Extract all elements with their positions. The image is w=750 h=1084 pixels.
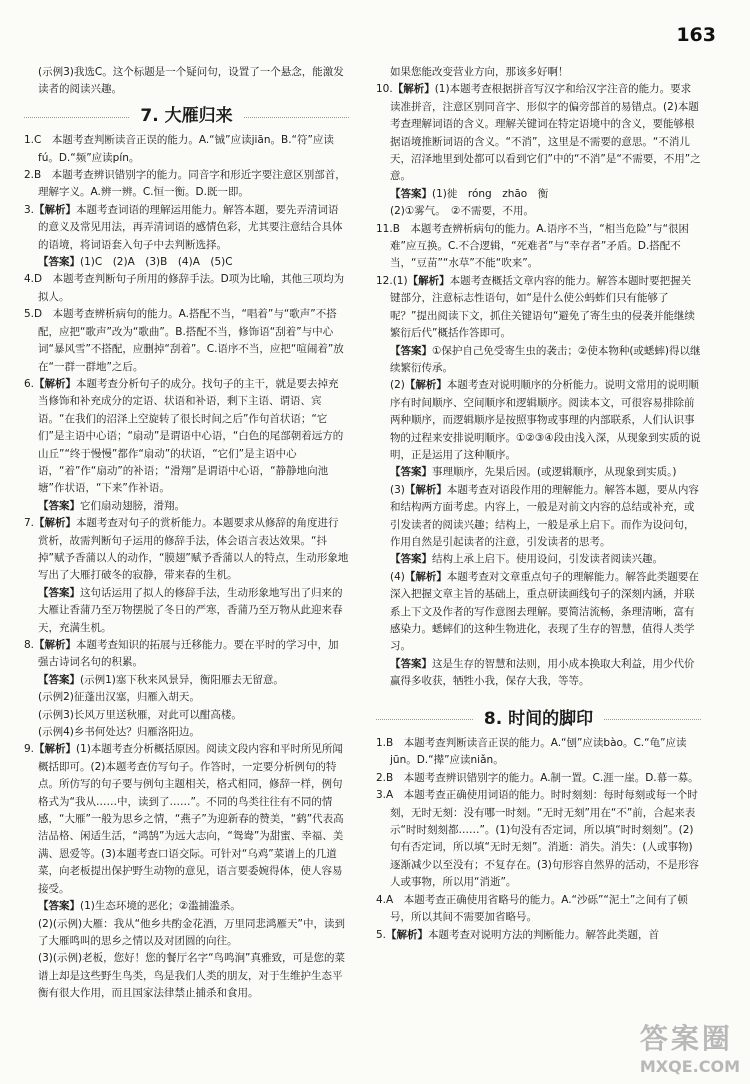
left-column xyxy=(24,64,349,1003)
answer-paragraph: 5.D 本题考查辨析病句的能力。A.搭配不当，“唱着”与“歌声”不搭配，应把“歌声”改为“歌曲”。B.搭配不当，修饰语“刮着”与中心词“暴风雪”不搭配，应删掉“刮着”。C.语序不当，应把“喧闹着”放在“一群一群地”之后。 xyxy=(24,308,344,373)
answer-paragraph: 【答案】(1)徙 róng zhāo 衡 xyxy=(390,187,549,200)
answer-paragraph: 如果您能改变营业方向，那该多好啊！ xyxy=(390,66,569,78)
answer-tag: 【答案】 xyxy=(38,586,80,599)
section-heading-text: 7. 大雁归来 xyxy=(130,106,242,126)
watermark xyxy=(640,1017,740,1076)
answer-paragraph: 【答案】(1)生态环境的恶化；②滥捕滥杀。 xyxy=(38,900,241,913)
answer-paragraph: 3.【解析】本题考查词语的理解运用能力。解答本题，要先弄清词语的意义及常见用法，再弄清词语的感情色彩，尤其要注意结合具体的语境，将词语套入句子中去判断选择。 xyxy=(24,203,343,251)
answer-tag: 【答案】 xyxy=(390,553,432,566)
answer-tag: 【答案】 xyxy=(38,256,80,269)
answer-paragraph: 4.A 本题考查正确使用省略号的能力。A.“沙砾”“泥土”之间有了顿号，所以其间不需要加省略号。 xyxy=(376,893,688,924)
answer-paragraph: 【答案】它们扇动翅膀，滑翔。 xyxy=(38,499,185,512)
answer-tag: 【答案】 xyxy=(390,187,432,200)
answer-paragraph: (2)【解析】本题考查对说明顺序的分析能力。说明文常用的说明顺序有时间顺序、空间顺序和逻辑顺序。阅读本文，可很容易排除前两种顺序，而逻辑顺序是按照事物或事理的内部联系，人们认识事物的过程来安排说明顺序。①②③④段由浅入深，从现象到实质的说明，正是运用了这种顺序。 xyxy=(390,379,701,461)
answer-paragraph: (示例3)长风万里送秋雁，对此可以酣高楼。 xyxy=(38,708,242,721)
answer-paragraph: (3)【解析】本题考查对语段作用的理解能力。解答本题，要从内容和结构两方面考虑。内容上，一般是对前文内容的总结或补充，或引发读者的阅读兴趣；结构上，一般是承上启下。而作为设问句，作用自然是引起读者的注意，引发读者的思考。 xyxy=(390,483,699,548)
answer-tag: 【答案】 xyxy=(38,499,80,512)
answer-paragraph: 【答案】这句话运用了拟人的修辞手法，生动形象地写出了归来的大雁让香蒲乃至万物摆脱了冬日的严寒，香蒲乃至万物从此迎来春天，充满生机。 xyxy=(38,586,343,634)
answer-paragraph: (4)【解析】本题考查对文章重点句子的理解能力。解答此类题要在深入把握文章主旨的基础上，重点研读画线句子的深刻内涵，并联系上下文及作者的写作意图去理解。要简洁流畅，条理清晰，富有感染力。蟋蟀们的这种生物进化，表现了生存的智慧，值得人类学习。 xyxy=(390,570,699,653)
answer-paragraph: 11.B 本题考查辨析病句的能力。A.语序不当，“相当危险”与“很困难”应互换。C.不合逻辑，“死难者”与“幸存者”矛盾。D.搭配不当，“豆苗”“水草”不能“吹来”。 xyxy=(376,222,690,270)
answer-tag: 【解析】 xyxy=(34,203,77,216)
answer-paragraph: 6.【解析】本题考查分析句子的成分。找句子的主干，就是要去掉充当修饰和补充成分的定语、状语和补语，剩下主语、谓语、宾语。“在我们的沼泽上空旋转了很长时间之后”作句首状语；“它们”是主语中心语；“扇动”是谓语中心语，“白色的尾部朝着远方的山丘”“终于慢慢”都作“扇动”的状语，“它们”是主语中心语，“着”作“扇动”的补语；“滑翔”是谓语中心语，“静静地向池塘”作状语，“下来”作补语。 xyxy=(24,377,344,495)
section-heading xyxy=(376,708,701,729)
answer-tag: 【解析】 xyxy=(34,639,77,651)
section-heading-text: 8. 时间的脚印 xyxy=(474,709,603,729)
answer-tag: 【答案】 xyxy=(390,344,432,357)
answer-paragraph: 2.B 本题考查辨识错别字的能力。同音字和形近字要注意区别部首，理解字义。A.辨一辨。C.恒一衡。D.既一即。 xyxy=(24,169,346,199)
answer-tag: 【解析】 xyxy=(404,483,447,496)
answer-tag: 【解析】 xyxy=(34,517,77,530)
answer-paragraph: 9.【解析】(1)本题考查分析概括原因。阅读文段内容和平时所见所闻概括即可。(2)本题考查仿写句子。作答时，一定要分析例句的特点。所仿写的句子要与例句主题相关，格式相同，修辞一样，例句格式为“我从……中，读到了……”。不同的鸟类往往有不同的情感，“大雁”一般为思乡之情，“燕子”为迎新春的赞美，“鹤”代表高洁品格、闲适生活，“鸿鹄”为远大志向，“鸳鸯”为甜蜜、幸福、美满、恩爱等。(3)本题考查口语交际。可针对“乌鸡”菜谱上的几道菜，向老板提出保护野生动物的意见，语言要委婉得体，使人容易接受。 xyxy=(24,743,344,895)
answer-paragraph: (示例4)乡书何处达？归雁洛阳边。 xyxy=(38,726,200,739)
answer-paragraph: 【答案】这是生存的智慧和法则，用小成本换取大利益，用少代价赢得多收获，牺牲小我，保存大我，等等。 xyxy=(390,657,695,688)
answer-tag: 【解析】 xyxy=(386,928,429,941)
answer-tag: 【解析】 xyxy=(34,743,77,756)
section-heading xyxy=(24,105,349,126)
answer-paragraph: 【答案】结构上承上启下。使用设问，引发读者阅读兴趣。 xyxy=(390,553,663,566)
answer-paragraph: 12.(1)【解析】本题考查概括文章内容的能力。解答本题时要把握关键部分，注意标志性语句，如“是什么使公蚂蚱们只有能够了呢？”提出阅读下文，抓住关键语句“避免了寄生虫的侵袭并能继续繁衍后代”概括作答即可。 xyxy=(376,274,695,340)
watermark-logo-text: 答案圈 xyxy=(639,1022,733,1055)
answer-paragraph: (2)①雾气。 ②不需要，不用。 xyxy=(390,205,534,218)
right-column xyxy=(376,64,701,944)
answer-tag: 【解析】 xyxy=(404,570,447,583)
answer-tag: 【解析】 xyxy=(392,83,435,96)
answer-tag: 【答案】 xyxy=(38,900,80,913)
answer-paragraph: 4.D 本题考查判断句子所用的修辞手法。D项为比喻，其他三项均为拟人。 xyxy=(24,273,345,303)
answer-paragraph: 【答案】(1)C (2)A (3)B (4)A (5)C xyxy=(38,256,233,269)
answer-tag: 【解析】 xyxy=(407,274,450,287)
answer-paragraph: 5.【解析】本题考查对说明方法的判断能力。解答此类题，首 xyxy=(376,928,660,941)
answer-paragraph: 1.C 本题考查判断读音正误的能力。A.“铖”应读jiān。B.“符”应读fú。D.“频”应读pín。 xyxy=(24,134,334,164)
answer-paragraph: (3)(示例)老板，您好！您的餐厅名字“鸟鸣涧”真雅致，可是您的菜谱上却是这些野生鸟类，鸟是我们人类的朋友，对于生维护生态平衡有很大作用，而且国家法律禁止捕杀和食用。 xyxy=(38,952,345,1000)
answer-paragraph: 【答案】事理顺序，先果后因。(或逻辑顺序，从现象到实质。) xyxy=(390,466,677,479)
answer-tag: 【解析】 xyxy=(404,379,447,392)
answer-paragraph: (示例2)征蓬出汉塞，归雁入胡天。 xyxy=(38,691,200,704)
answer-paragraph: (2)(示例)大雁：我从“他乡共酌金花酒，万里同悲鸿雁天”中，读到了大雁鸣叫的思乡之情以及对团圆的向往。 xyxy=(38,917,345,947)
answer-paragraph: 【答案】①保护自己免受寄生虫的袭击；②使本物种(或蟋蟀)得以继续繁衍传承。 xyxy=(390,344,701,374)
page-number: 163 xyxy=(676,24,716,46)
answer-paragraph: 【答案】(示例1)塞下秋来风景异，衡阳雁去无留意。 xyxy=(38,673,284,686)
answer-paragraph: 1.B 本题考查判断读音正误的能力。A.“刨”应读bào。C.“龟”应读jūn。D.“撵”应读niǎn。 xyxy=(376,737,687,767)
answer-tag: 【答案】 xyxy=(390,466,432,479)
answer-tag: 【答案】 xyxy=(38,673,80,686)
watermark-url: MXQE.COM xyxy=(639,1057,740,1076)
answer-paragraph: (示例3)我选C。这个标题是一个疑问句，设置了一个悬念，能激发读者的阅读兴趣。 xyxy=(38,66,344,96)
answer-tag: 【解析】 xyxy=(34,377,77,390)
answer-paragraph: 7.【解析】本题考查对句子的赏析能力。本题要求从修辞的角度进行赏析，故需判断句子运用的修辞手法，体会语言表达效果。“抖掉”赋予香蒲以人的动作，“膜翅”赋予香蒲以人的特点，生动形象地写出了大雁打破冬的寂静，带来春的生机。 xyxy=(24,517,349,582)
answer-paragraph: 3.A 本题考查正确使用词语的能力。时时刻刻：每时每刻或每一个时刻，无时无刻：没有哪一时刻。“无时无刻”用在“不”前，合起来表示“时时刻刻都……”。(1)句没有否定词，所以填“时时刻刻”。(2)句有否定词，所以填“无时无刻”。消逝：消失。消失：(人或事物)逐渐减少以至没有；不复存在。(3)句形容自然界的活动，不是形容人或事物，所以用“消逝”。 xyxy=(376,789,699,889)
answer-tag: 【答案】 xyxy=(390,657,432,670)
answer-paragraph: 10.【解析】(1)本题考查根据拼音写汉字和给汉字注音的能力。要求读准拼音，注意区别同音字、形似字的偏旁部首的易错点。(2)本题考查理解词语的含义。理解关键词在特定语境中的含义，要能够根据语境推断词语的含义。“不消”，这里是不需要的意思。“不消儿天，沼泽地里到处都可以看到它们”中的“不消”是“不需要，不用”之意。 xyxy=(376,83,701,183)
answer-paragraph: 2.B 本题考查辨识错别字的能力。A.制一置。C.涯一崖。D.幕一募。 xyxy=(376,771,699,784)
answer-paragraph: 8.【解析】本题考查知识的拓展与迁移能力。要在平时的学习中，加强古诗词名句的积累。 xyxy=(24,639,339,669)
